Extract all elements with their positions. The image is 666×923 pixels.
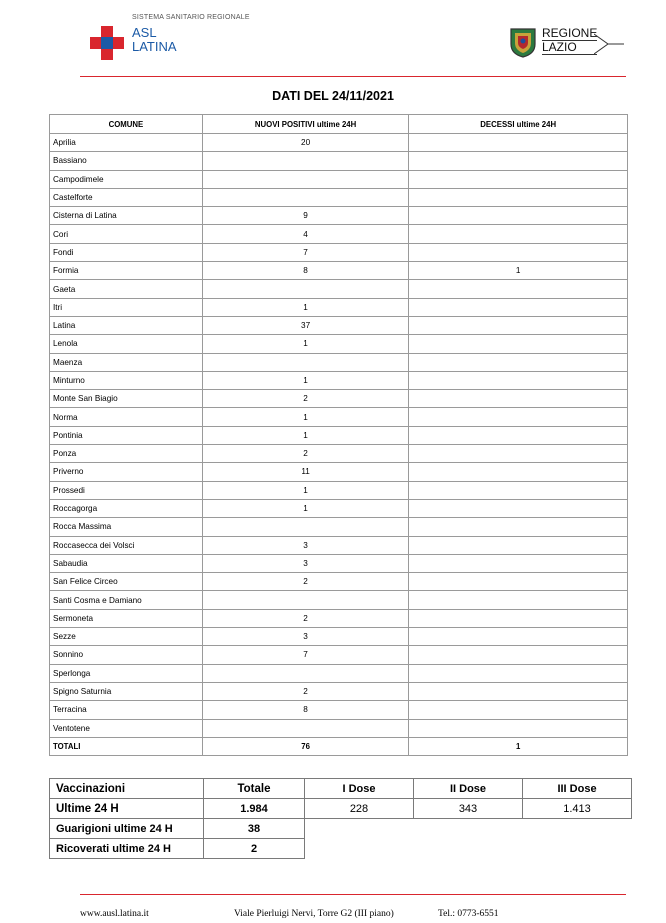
vacc-label: Vaccinazioni: [50, 779, 204, 799]
comune-cell: Sonnino: [50, 646, 203, 664]
decessi-cell: [409, 152, 628, 170]
col-decessi-header: DECESSI ultime 24H: [409, 115, 628, 134]
comune-cell: Maenza: [50, 353, 203, 371]
decessi-cell: [409, 701, 628, 719]
positivi-cell: 20: [202, 134, 409, 152]
totale-header: Totale: [204, 779, 305, 799]
comune-cell: Terracina: [50, 701, 203, 719]
guarigioni-label: Guarigioni ultime 24 H: [50, 819, 204, 839]
positivi-cell: [202, 170, 409, 188]
decessi-cell: [409, 445, 628, 463]
dose1-value: 228: [305, 799, 414, 819]
comune-cell: Priverno: [50, 463, 203, 481]
comune-cell: Cisterna di Latina: [50, 207, 203, 225]
decessi-cell: [409, 719, 628, 737]
positivi-cell: [202, 353, 409, 371]
dose1-header: I Dose: [305, 779, 414, 799]
positivi-cell: 2: [202, 390, 409, 408]
table-row: [50, 573, 628, 591]
decessi-cell: [409, 225, 628, 243]
vacc-header-row: [50, 779, 632, 799]
covid-data-table: [49, 114, 628, 756]
positivi-cell: 2: [202, 609, 409, 627]
positivi-cell: 1: [202, 335, 409, 353]
vacc-values-row: [50, 799, 632, 819]
positivi-cell: [202, 152, 409, 170]
positivi-cell: 1: [202, 371, 409, 389]
positivi-cell: 8: [202, 262, 409, 280]
decessi-cell: [409, 390, 628, 408]
positivi-cell: 1: [202, 481, 409, 499]
comune-cell: Sperlonga: [50, 664, 203, 682]
col-positivi-header: NUOVI POSITIVI ultime 24H: [202, 115, 409, 134]
positivi-cell: [202, 664, 409, 682]
comune-cell: Ponza: [50, 445, 203, 463]
positivi-cell: 3: [202, 628, 409, 646]
positivi-cell: 4: [202, 225, 409, 243]
comune-cell: Lenola: [50, 335, 203, 353]
positivi-cell: [202, 188, 409, 206]
page-title: DATI DEL 24/11/2021: [272, 89, 394, 103]
table-row: [50, 408, 628, 426]
positivi-cell: [202, 591, 409, 609]
vacc-sub-label: Ultime 24 H: [50, 799, 204, 819]
decessi-cell: [409, 170, 628, 188]
comune-cell: Sabaudia: [50, 554, 203, 572]
comune-cell: Rocca Massima: [50, 518, 203, 536]
comune-cell: Gaeta: [50, 280, 203, 298]
col-comune-header: COMUNE: [50, 115, 203, 134]
decessi-cell: [409, 536, 628, 554]
summary-table: [49, 778, 632, 859]
lazio-shield-icon: [508, 26, 538, 58]
table-row: [50, 646, 628, 664]
table-row: [50, 463, 628, 481]
dose3-value: 1.413: [523, 799, 632, 819]
decessi-cell: 1: [409, 262, 628, 280]
decessi-cell: [409, 316, 628, 334]
decessi-cell: [409, 335, 628, 353]
ricoverati-row: [50, 839, 632, 859]
table-row: [50, 628, 628, 646]
comune-cell: Roccagorga: [50, 499, 203, 517]
table-row: [50, 664, 628, 682]
table-row: [50, 701, 628, 719]
decessi-cell: [409, 628, 628, 646]
table-row: [50, 134, 628, 152]
positivi-cell: [202, 280, 409, 298]
comune-cell: Fondi: [50, 243, 203, 261]
totale-value: 1.984: [204, 799, 305, 819]
comune-cell: Campodimele: [50, 170, 203, 188]
table-row: [50, 316, 628, 334]
positivi-cell: 37: [202, 316, 409, 334]
table-row: [50, 262, 628, 280]
table-row: [50, 481, 628, 499]
ricoverati-value: 2: [204, 839, 305, 859]
regione-lazio-logo: [508, 26, 626, 62]
decessi-cell: [409, 463, 628, 481]
positivi-cell: 7: [202, 646, 409, 664]
comune-cell: Monte San Biagio: [50, 390, 203, 408]
decessi-cell: [409, 207, 628, 225]
asl-subtitle: SISTEMA SANITARIO REGIONALE: [132, 14, 250, 21]
comune-cell: Santi Cosma e Damiano: [50, 591, 203, 609]
decessi-cell: [409, 371, 628, 389]
positivi-cell: 1: [202, 499, 409, 517]
footer-divider: [80, 894, 626, 895]
positivi-cell: 9: [202, 207, 409, 225]
decessi-cell: [409, 518, 628, 536]
decessi-cell: [409, 573, 628, 591]
positivi-cell: 2: [202, 573, 409, 591]
decessi-cell: [409, 481, 628, 499]
comune-cell: San Felice Circeo: [50, 573, 203, 591]
comune-cell: Formia: [50, 262, 203, 280]
table-row: [50, 335, 628, 353]
table-row: [50, 353, 628, 371]
comune-cell: Bassiano: [50, 152, 203, 170]
table-row: [50, 188, 628, 206]
table-row: [50, 243, 628, 261]
totals-label: TOTALI: [50, 737, 203, 755]
comune-cell: Norma: [50, 408, 203, 426]
positivi-cell: 1: [202, 426, 409, 444]
ricoverati-label: Ricoverati ultime 24 H: [50, 839, 204, 859]
positivi-cell: [202, 719, 409, 737]
comune-cell: Sezze: [50, 628, 203, 646]
table-row: [50, 719, 628, 737]
comune-cell: Spigno Saturnia: [50, 682, 203, 700]
comune-cell: Aprilia: [50, 134, 203, 152]
table-row: [50, 298, 628, 316]
positivi-cell: [202, 518, 409, 536]
table-row: [50, 390, 628, 408]
table-row: [50, 371, 628, 389]
decessi-cell: [409, 499, 628, 517]
decessi-cell: [409, 243, 628, 261]
footer-website[interactable]: www.ausl.latina.it: [80, 909, 149, 919]
comune-cell: Cori: [50, 225, 203, 243]
comune-cell: Minturno: [50, 371, 203, 389]
decessi-cell: [409, 646, 628, 664]
table-row: [50, 426, 628, 444]
table-row: [50, 170, 628, 188]
positivi-cell: 2: [202, 682, 409, 700]
comune-cell: Sermoneta: [50, 609, 203, 627]
asl-name: ASL LATINA: [132, 25, 177, 54]
decessi-cell: [409, 353, 628, 371]
table-row: [50, 682, 628, 700]
decessi-cell: [409, 682, 628, 700]
guarigioni-value: 38: [204, 819, 305, 839]
table-row: [50, 152, 628, 170]
table-row: [50, 499, 628, 517]
decessi-cell: [409, 591, 628, 609]
comune-cell: Ventotene: [50, 719, 203, 737]
table-row: [50, 207, 628, 225]
comune-cell: Itri: [50, 298, 203, 316]
table-row: [50, 554, 628, 572]
decessi-cell: [409, 280, 628, 298]
table-row: [50, 445, 628, 463]
dose3-header: III Dose: [523, 779, 632, 799]
decessi-cell: [409, 426, 628, 444]
comune-cell: Roccasecca dei Volsci: [50, 536, 203, 554]
lazio-lines-icon: [594, 32, 624, 56]
positivi-cell: 8: [202, 701, 409, 719]
asl-latina-logo: [88, 12, 248, 62]
decessi-cell: [409, 408, 628, 426]
positivi-cell: 1: [202, 408, 409, 426]
positivi-cell: 7: [202, 243, 409, 261]
totals-positivi: 76: [202, 737, 409, 755]
positivi-cell: 11: [202, 463, 409, 481]
totals-row: [50, 737, 628, 755]
decessi-cell: [409, 664, 628, 682]
decessi-cell: [409, 134, 628, 152]
footer-phone: Tel.: 0773-6551: [438, 909, 499, 919]
table-row: [50, 609, 628, 627]
decessi-cell: [409, 554, 628, 572]
lazio-name: REGIONE LAZIO: [542, 26, 598, 54]
table-row: [50, 225, 628, 243]
comune-cell: Latina: [50, 316, 203, 334]
header-divider: [80, 76, 626, 77]
dose2-header: II Dose: [414, 779, 523, 799]
table-header-row: [50, 115, 628, 134]
comune-cell: Prossedi: [50, 481, 203, 499]
positivi-cell: 3: [202, 554, 409, 572]
comune-cell: Pontinia: [50, 426, 203, 444]
red-cross-icon: [90, 26, 124, 60]
positivi-cell: 3: [202, 536, 409, 554]
guarigioni-row: [50, 819, 632, 839]
decessi-cell: [409, 609, 628, 627]
table-row: [50, 518, 628, 536]
positivi-cell: 1: [202, 298, 409, 316]
decessi-cell: [409, 188, 628, 206]
totals-decessi: 1: [409, 737, 628, 755]
comune-cell: Castelforte: [50, 188, 203, 206]
table-row: [50, 536, 628, 554]
positivi-cell: 2: [202, 445, 409, 463]
dose2-value: 343: [414, 799, 523, 819]
footer-address: Viale Pierluigi Nervi, Torre G2 (III piano): [234, 909, 394, 919]
table-row: [50, 280, 628, 298]
table-row: [50, 591, 628, 609]
decessi-cell: [409, 298, 628, 316]
